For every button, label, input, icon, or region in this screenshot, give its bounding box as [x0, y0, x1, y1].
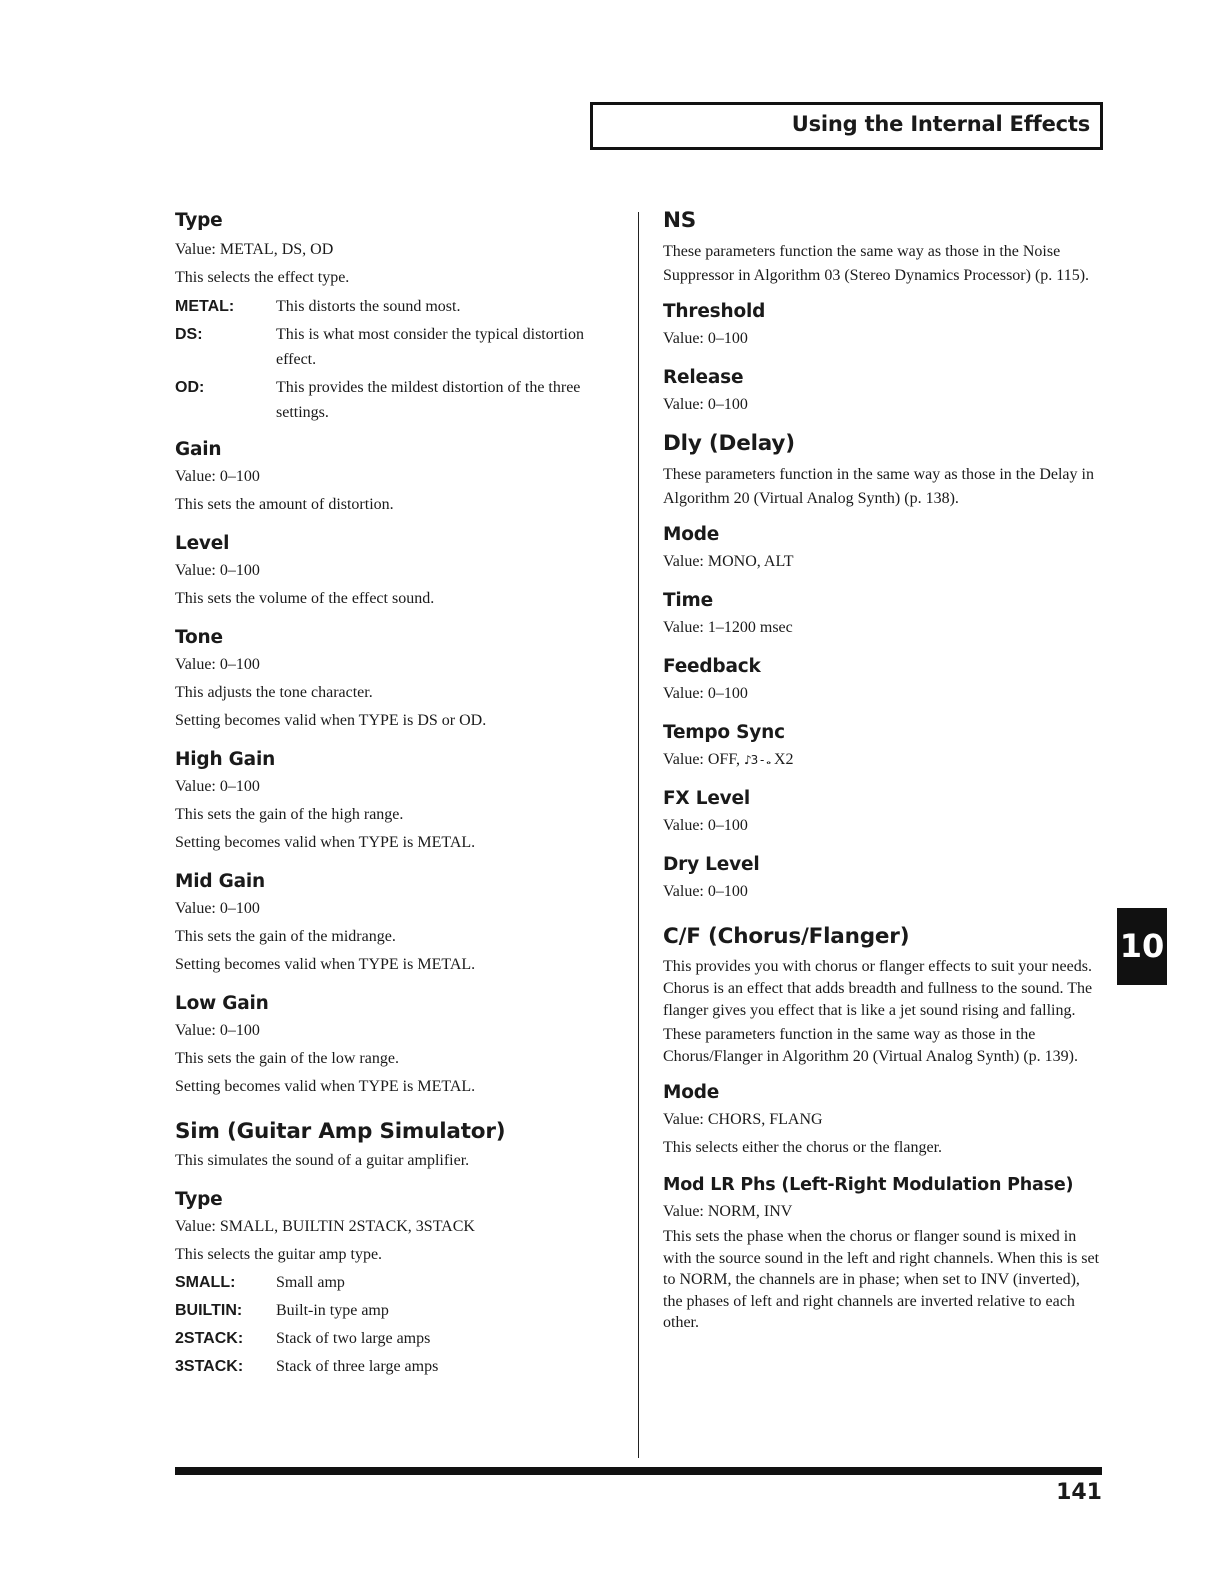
high-gain-desc: This sets the gain of the high range. — [175, 806, 404, 823]
type-item-od — [175, 375, 595, 425]
sim-type-item-desc: Built-in type amp — [276, 1302, 389, 1319]
sim-type-item-3stack — [175, 1353, 595, 1381]
type-item-ds — [175, 322, 595, 372]
mod-lr-desc: This sets the phase when the chorus or flanger sound is mixed in with the source sound in the left and right channels. When this is set to NORM, the channels are in phase; when set to INV (inverted), the phases of left and right channels are inverted relative to each other. — [663, 1228, 1100, 1331]
level-heading: Level — [175, 533, 230, 554]
low-gain-note: Setting becomes valid when TYPE is METAL. — [175, 1078, 476, 1095]
left-column — [175, 206, 595, 1381]
time-heading: Time — [663, 590, 713, 611]
sim-type-item-desc: Stack of three large amps — [276, 1358, 439, 1375]
cf-desc-1: This provides you with chorus or flanger effects to suit your needs. Chorus is an effect that adds breadth and fullness to the sound. The flanger gives you effect that is like a jet sound rising and falling. — [663, 958, 1093, 1019]
type-item-key: METAL: — [175, 298, 235, 315]
sim-desc: This simulates the sound of a guitar amplifier. — [175, 1152, 470, 1169]
sim-type-item-key: 2STACK: — [175, 1330, 244, 1347]
sim-type-item-desc: Stack of two large amps — [276, 1330, 431, 1347]
fx-level-value: Value: 0–100 — [663, 817, 748, 834]
type-heading: Type — [175, 210, 223, 231]
footer-rule — [175, 1467, 1102, 1475]
cf-mode-desc: This selects either the chorus or the flanger. — [663, 1139, 943, 1156]
time-value: Value: 1–1200 msec — [663, 619, 793, 636]
sim-type-item-key: SMALL: — [175, 1274, 236, 1291]
dry-level-value: Value: 0–100 — [663, 883, 748, 900]
gain-value: Value: 0–100 — [175, 468, 260, 485]
cf-mode-value: Value: CHORS, FLANG — [663, 1111, 823, 1128]
tone-heading: Tone — [175, 627, 223, 648]
running-header-title: Using the Internal Effects — [791, 112, 1090, 136]
feedback-heading: Feedback — [663, 656, 761, 677]
ns-desc: These parameters function the same way as those in the Noise Suppressor in Algorithm 03 (Stereo Dynamics Processor) (p. 115). — [663, 243, 1090, 284]
feedback-value: Value: 0–100 — [663, 685, 748, 702]
sim-type-value: Value: SMALL, BUILTIN 2STACK, 3STACK — [175, 1218, 475, 1235]
mid-gain-value: Value: 0–100 — [175, 900, 260, 917]
high-gain-note: Setting becomes valid when TYPE is METAL. — [175, 834, 476, 851]
tone-note: Setting becomes valid when TYPE is DS or OD. — [175, 712, 487, 729]
sim-type-item-small — [175, 1269, 595, 1297]
high-gain-value: Value: 0–100 — [175, 778, 260, 795]
sim-type-item-key: BUILTIN: — [175, 1302, 243, 1319]
mid-gain-heading: Mid Gain — [175, 871, 266, 892]
type-item-metal — [175, 294, 595, 319]
mod-lr-heading: Mod LR Phs (Left-Right Modulation Phase) — [663, 1175, 1074, 1195]
level-desc: This sets the volume of the effect sound. — [175, 590, 435, 607]
threshold-heading: Threshold — [663, 301, 766, 322]
type-item-desc: This is what most consider the typical distortion effect. — [276, 326, 584, 368]
low-gain-heading: Low Gain — [175, 993, 269, 1014]
dry-level-heading: Dry Level — [663, 854, 760, 875]
chapter-tab: 10 — [1117, 908, 1167, 985]
page-number: 141 — [1056, 1480, 1102, 1505]
high-gain-heading: High Gain — [175, 749, 276, 770]
release-value: Value: 0–100 — [663, 396, 748, 413]
cf-desc-2: These parameters function in the same way as those in the Chorus/Flanger in Algorithm 20 (Virtual Analog Synth) (p. 139). — [663, 1026, 1079, 1065]
fx-level-heading: FX Level — [663, 788, 751, 809]
gain-heading: Gain — [175, 439, 222, 460]
tempo-sync-heading: Tempo Sync — [663, 722, 785, 743]
sim-type-desc: This selects the guitar amp type. — [175, 1246, 383, 1263]
release-heading: Release — [663, 367, 744, 388]
tempo-sync-value-prefix: Value: OFF, — [663, 751, 740, 768]
dly-heading: Dly (Delay) — [663, 431, 795, 456]
tone-value: Value: 0–100 — [175, 656, 260, 673]
cf-heading: C/F (Chorus/Flanger) — [663, 924, 910, 949]
sim-heading: Sim (Guitar Amp Simulator) — [175, 1119, 506, 1144]
sim-type-item-desc: Small amp — [276, 1274, 345, 1291]
dly-desc: These parameters function in the same way as those in the Delay in Algorithm 20 (Virtual Analog Synth) (p. 138). — [663, 466, 1094, 507]
type-value: Value: METAL, DS, OD — [175, 241, 334, 258]
mode-value: Value: MONO, ALT — [663, 553, 794, 570]
column-divider — [638, 212, 639, 1458]
sim-type-heading: Type — [175, 1189, 223, 1210]
sim-type-item-2stack — [175, 1325, 595, 1353]
sim-type-item-builtin — [175, 1297, 595, 1325]
note-symbols-icon: ♪3 - 𝅝 — [743, 753, 770, 767]
tempo-sync-value — [663, 746, 1103, 774]
mod-lr-value: Value: NORM, INV — [663, 1203, 793, 1220]
threshold-value: Value: 0–100 — [663, 330, 748, 347]
sim-type-item-key: 3STACK: — [175, 1358, 244, 1375]
tone-desc: This adjusts the tone character. — [175, 684, 373, 701]
mid-gain-desc: This sets the gain of the midrange. — [175, 928, 396, 945]
type-item-key: OD: — [175, 379, 205, 396]
type-item-key: DS: — [175, 326, 203, 343]
type-item-desc: This provides the mildest distortion of the three settings. — [276, 379, 581, 421]
mode-heading: Mode — [663, 524, 720, 545]
cf-mode-heading: Mode — [663, 1082, 720, 1103]
gain-desc: This sets the amount of distortion. — [175, 496, 394, 513]
ns-heading: NS — [663, 208, 697, 233]
type-item-desc: This distorts the sound most. — [276, 298, 461, 315]
mid-gain-note: Setting becomes valid when TYPE is METAL. — [175, 956, 476, 973]
level-value: Value: 0–100 — [175, 562, 260, 579]
type-desc: This selects the effect type. — [175, 269, 350, 286]
low-gain-desc: This sets the gain of the low range. — [175, 1050, 399, 1067]
low-gain-value: Value: 0–100 — [175, 1022, 260, 1039]
running-header — [590, 102, 1103, 150]
tempo-sync-value-suffix: X2 — [773, 751, 794, 768]
right-column — [663, 206, 1103, 1334]
